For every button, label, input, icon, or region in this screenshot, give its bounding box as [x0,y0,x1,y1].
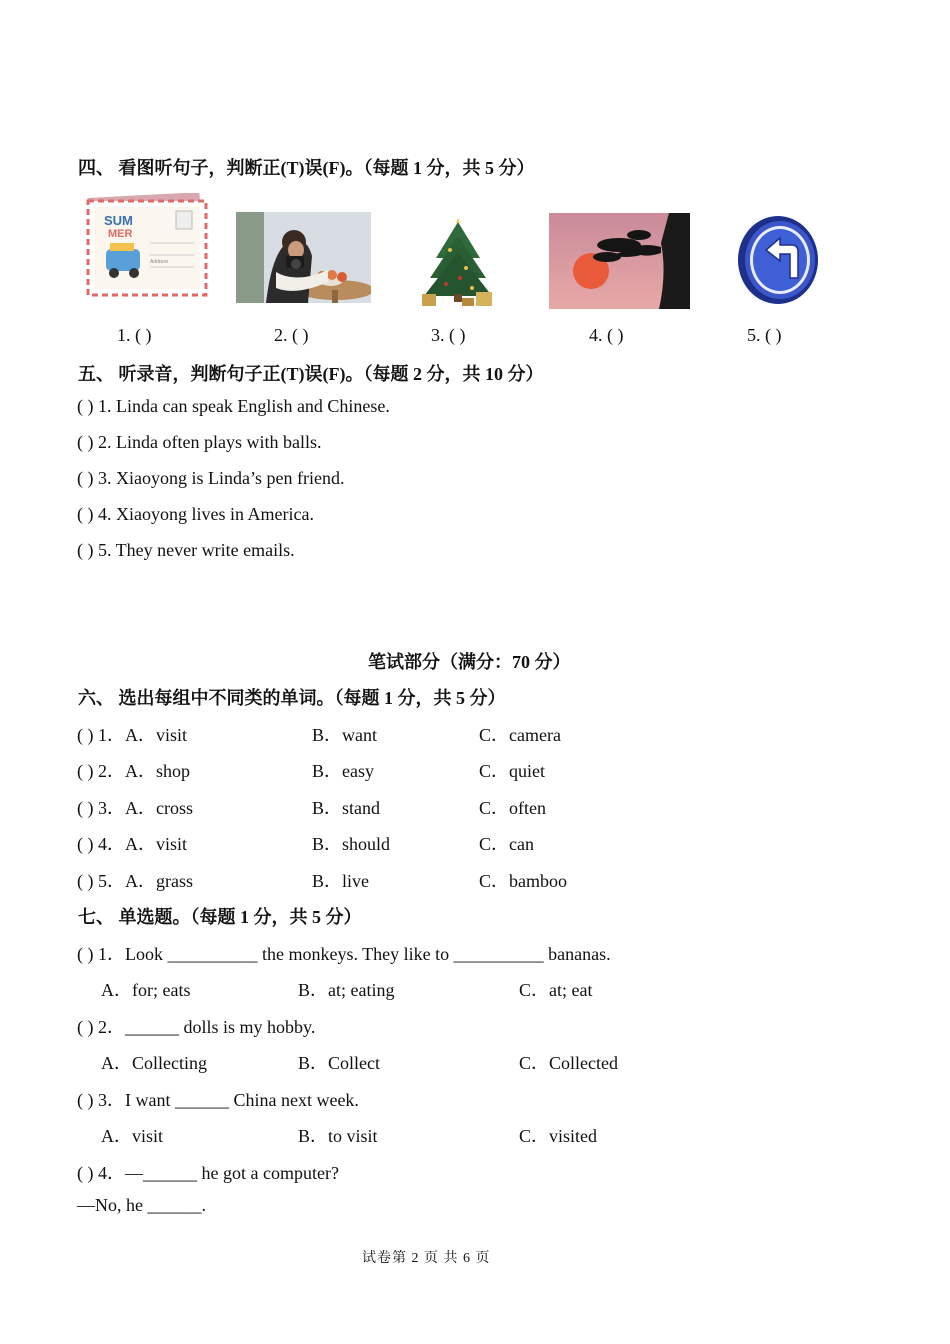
part7-heading: 七、 单选题。（每题 1 分，共 5 分） [78,907,362,927]
part6-row-3-c: C．often [479,798,546,818]
postcard-address: Address [150,259,169,265]
part7-q3: ( ) 3．I want ______ China next week. [77,1090,359,1110]
postcard-title-2: MER [108,228,133,240]
part5-item-3: ( ) 3. Xiaoyong is Linda’s pen friend. [77,468,345,488]
part7-q2-option-a: A．Collecting [101,1053,207,1073]
part7-q3-option-b: B．to visit [298,1126,378,1146]
picture-label-5: 5. ( ) [747,325,782,345]
christmas-tree-image [420,218,496,308]
part7-q2-option-b: B．Collect [298,1053,380,1073]
written-section-title: 笔试部分（满分：70 分） [368,652,571,672]
part6-row-1-a: ( ) 1．A．visit [77,725,187,745]
part7-q4-answer-line: —No, he ______. [77,1195,206,1215]
part6-row-5-b: B．live [312,871,369,891]
picture-label-4: 4. ( ) [589,325,624,345]
part7-q3-option-a: A．visit [101,1126,164,1146]
part5-item-4: ( ) 4. Xiaoyong lives in America. [77,504,314,524]
part6-row-3-b: B．stand [312,798,381,818]
part7-q2: ( ) 2．______ dolls is my hobby. [77,1017,316,1037]
part6-row-2-b: B．easy [312,761,374,781]
turn-left-sign-image [736,214,820,306]
postcard-image [84,193,209,298]
part5-item-1: ( ) 1. Linda can speak English and Chinese. [77,396,390,416]
part7-q1: ( ) 1．Look __________ the monkeys. They like to __________ bananas. [77,944,611,964]
part6-row-1-b: B．want [312,725,377,745]
part6-heading: 六、 选出每组中不同类的单词。（每题 1 分，共 5 分） [78,688,506,708]
part7-q1-option-a: A．for; eats [101,980,191,1000]
part6-row-3-a: ( ) 3．A．cross [77,798,193,818]
part5-heading: 五、 听录音，判断句子正(T)误(F)。（每题 2 分，共 10 分） [78,364,544,384]
part7-q1-option-c: C．at; eat [519,980,593,1000]
postcard-title-1: SUM [104,213,133,228]
part6-row-1-c: C．camera [479,725,561,745]
part5-item-5: ( ) 5. They never write emails. [77,540,295,560]
picture-label-3: 3. ( ) [431,325,466,345]
photographer-image [236,212,371,303]
part6-row-5-c: C．bamboo [479,871,567,891]
part6-row-2-a: ( ) 2．A．shop [77,761,190,781]
part6-row-4-a: ( ) 4．A．visit [77,834,187,854]
part7-q2-option-c: C．Collected [519,1053,618,1073]
part5-item-2: ( ) 2. Linda often plays with balls. [77,432,322,452]
part7-q3-option-c: C．visited [519,1126,598,1146]
picture-label-1: 1. ( ) [117,325,152,345]
part4-heading: 四、 看图听句子，判断正(T)误(F)。（每题 1 分，共 5 分） [78,158,535,178]
part6-row-4-b: B．should [312,834,391,854]
part6-row-5-a: ( ) 5．A．grass [77,871,193,891]
part6-row-2-c: C．quiet [479,761,545,781]
picture-label-2: 2. ( ) [274,325,309,345]
part6-row-4-c: C．can [479,834,534,854]
sunset-tree-image [549,213,690,309]
part7-q1-option-b: B．at; eating [298,980,395,1000]
part7-q4: ( ) 4．—______ he got a computer? [77,1163,339,1183]
page-footer: 试卷第 2 页 共 6 页 [362,1251,491,1266]
